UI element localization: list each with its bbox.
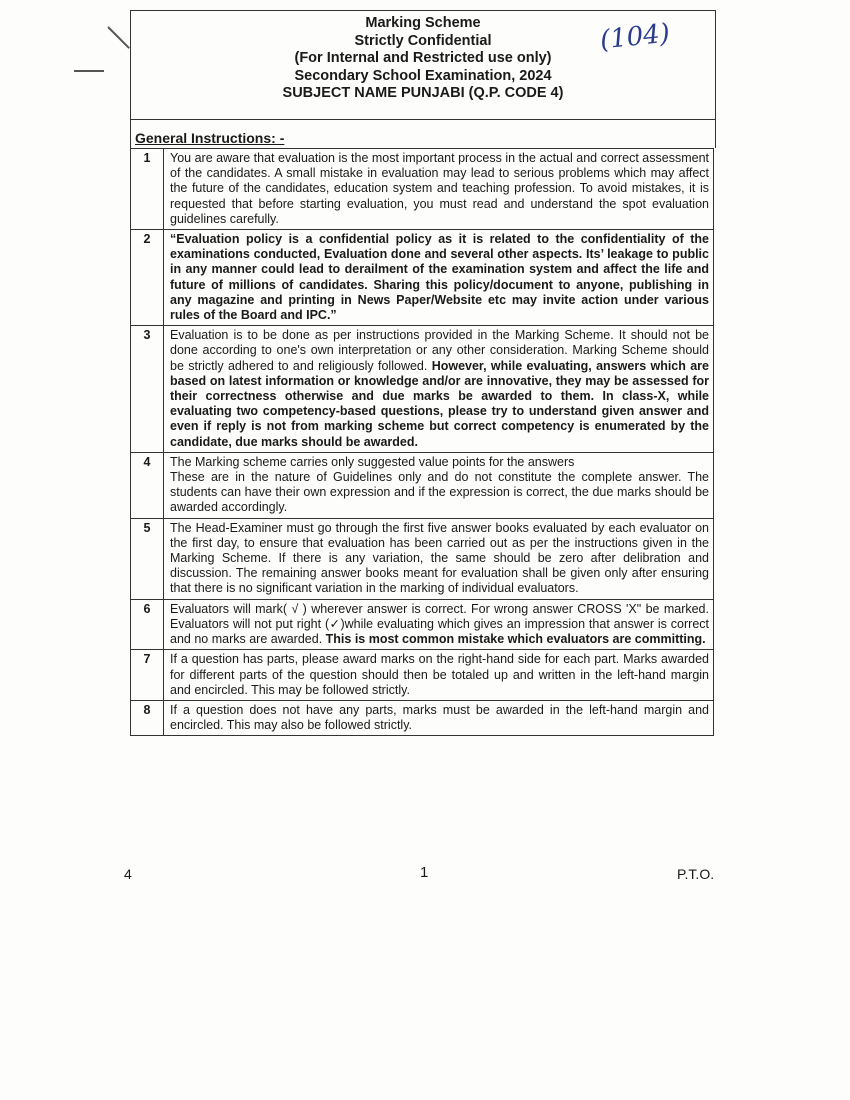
instruction-number: 7: [131, 650, 164, 701]
handwritten-code-note: (104): [598, 18, 672, 56]
footer-pto: P.T.O.: [677, 866, 715, 882]
instruction-row: [131, 149, 714, 230]
instruction-text: If a question has parts, please award marks on the right-hand side for each part. Marks awarded for different parts of the question should then be totaled up and written in the left-hand margin and encircled. This may be followed strictly.: [164, 650, 714, 701]
instruction-number: 1: [131, 149, 164, 230]
instruction-row: [131, 326, 714, 453]
header-line-confidential: Strictly Confidential: [354, 32, 492, 49]
instruction-number: 3: [131, 326, 164, 453]
instruction-row: [131, 230, 714, 326]
instruction-text-line: These are in the nature of Guidelines only and do not constitute the complete answer. The students can have their own expression and if the expression is correct, the due marks should be awarded accordingly.: [170, 470, 709, 515]
instruction-row: [131, 518, 714, 599]
pen-stroke-mark: [107, 26, 130, 49]
instruction-text: If a question does not have any parts, marks must be awarded in the left-hand margin and encircled. This may also be followed strictly.: [164, 700, 714, 735]
instruction-text: [164, 326, 714, 453]
page-number: 1: [420, 864, 429, 881]
instruction-number: 6: [131, 599, 164, 650]
pen-stroke-mark: [74, 70, 104, 72]
footer-code: 4: [124, 866, 132, 882]
instruction-row: [131, 650, 714, 701]
instruction-text-bold: This is most common mistake which evaluators are committing.: [325, 632, 706, 647]
instruction-row: [131, 599, 714, 650]
header-line-exam: Secondary School Examination, 2024: [294, 67, 552, 84]
instruction-text: You are aware that evaluation is the most important process in the actual and correct assessment of the candidates. A small mistake in evaluation may lead to serious problems which may affect the future of the candidates, education system and teaching profession. To avoid mistakes, it is requested that before starting evaluation, you must read and understand the spot evaluation guidelines carefully.: [164, 149, 714, 230]
instruction-text: [164, 599, 714, 650]
instruction-number: 8: [131, 700, 164, 735]
header-line-subject: SUBJECT NAME PUNJABI (Q.P. CODE 4): [282, 85, 564, 101]
instruction-text-bold: However, while evaluating, answers which are based on latest information or knowledge and/or are innovative, they may be assessed for their correctness otherwise and due marks be awarded to them. In class-X, while evaluating two competency-based questions, please try to understand given answer and even if reply is not from marking scheme but correct competency is enumerated by the candidate, due marks should be awarded.: [170, 358, 709, 449]
instruction-text: The Head-Examiner must go through the first five answer books evaluated by each evaluator on the first day, to ensure that evaluation has been carried out as per the instructions given in the Marking Scheme. If there is any variation, the same should be zero after delibration and discussion. The remaining answer books meant for evaluation shall be given only after ensuring that there is no significant variation in the marking of individual evaluators.: [164, 518, 714, 599]
header-line-internal-use: (For Internal and Restricted use only): [294, 50, 552, 66]
instruction-text-normal: Evaluation is to be done as per instructions provided in the Marking Scheme. It should not be done according to one's own interpretation or any other consideration. Marking Scheme should be strictly adhered to and religiously followed.: [170, 328, 709, 373]
instruction-row: [131, 452, 714, 518]
instruction-row: [131, 700, 714, 735]
instruction-text: [164, 452, 714, 518]
instruction-number: 5: [131, 518, 164, 599]
instructions-table: [130, 148, 714, 736]
general-instructions-row: [130, 118, 716, 148]
instruction-text: “Evaluation policy is a confidential policy as it is related to the confidentiality of the examinations conducted, Evaluation done and several other aspects. Its’ leakage to public in any manner could lead to derailment of the examination system and affect the life and future of millions of candidates. Sharing this policy/document to anyone, publishing in any magazine and printing in News Paper/Website etc may invite action under various rules of the Board and IPC.”: [164, 230, 714, 326]
instruction-text-normal: Evaluators will mark( √ ) wherever answer is correct. For wrong answer CROSS 'X" be marked. Evaluators will not put right (✓)while evaluating which gives an impression that answer is correct and no marks are awarded.: [170, 601, 709, 647]
general-instructions-title: General Instructions: -: [135, 130, 285, 146]
instruction-number: 2: [131, 230, 164, 326]
instruction-number: 4: [131, 452, 164, 518]
header-line-marking-scheme: Marking Scheme: [365, 15, 481, 31]
instruction-text-line: The Marking scheme carries only suggested value points for the answers: [170, 454, 575, 469]
